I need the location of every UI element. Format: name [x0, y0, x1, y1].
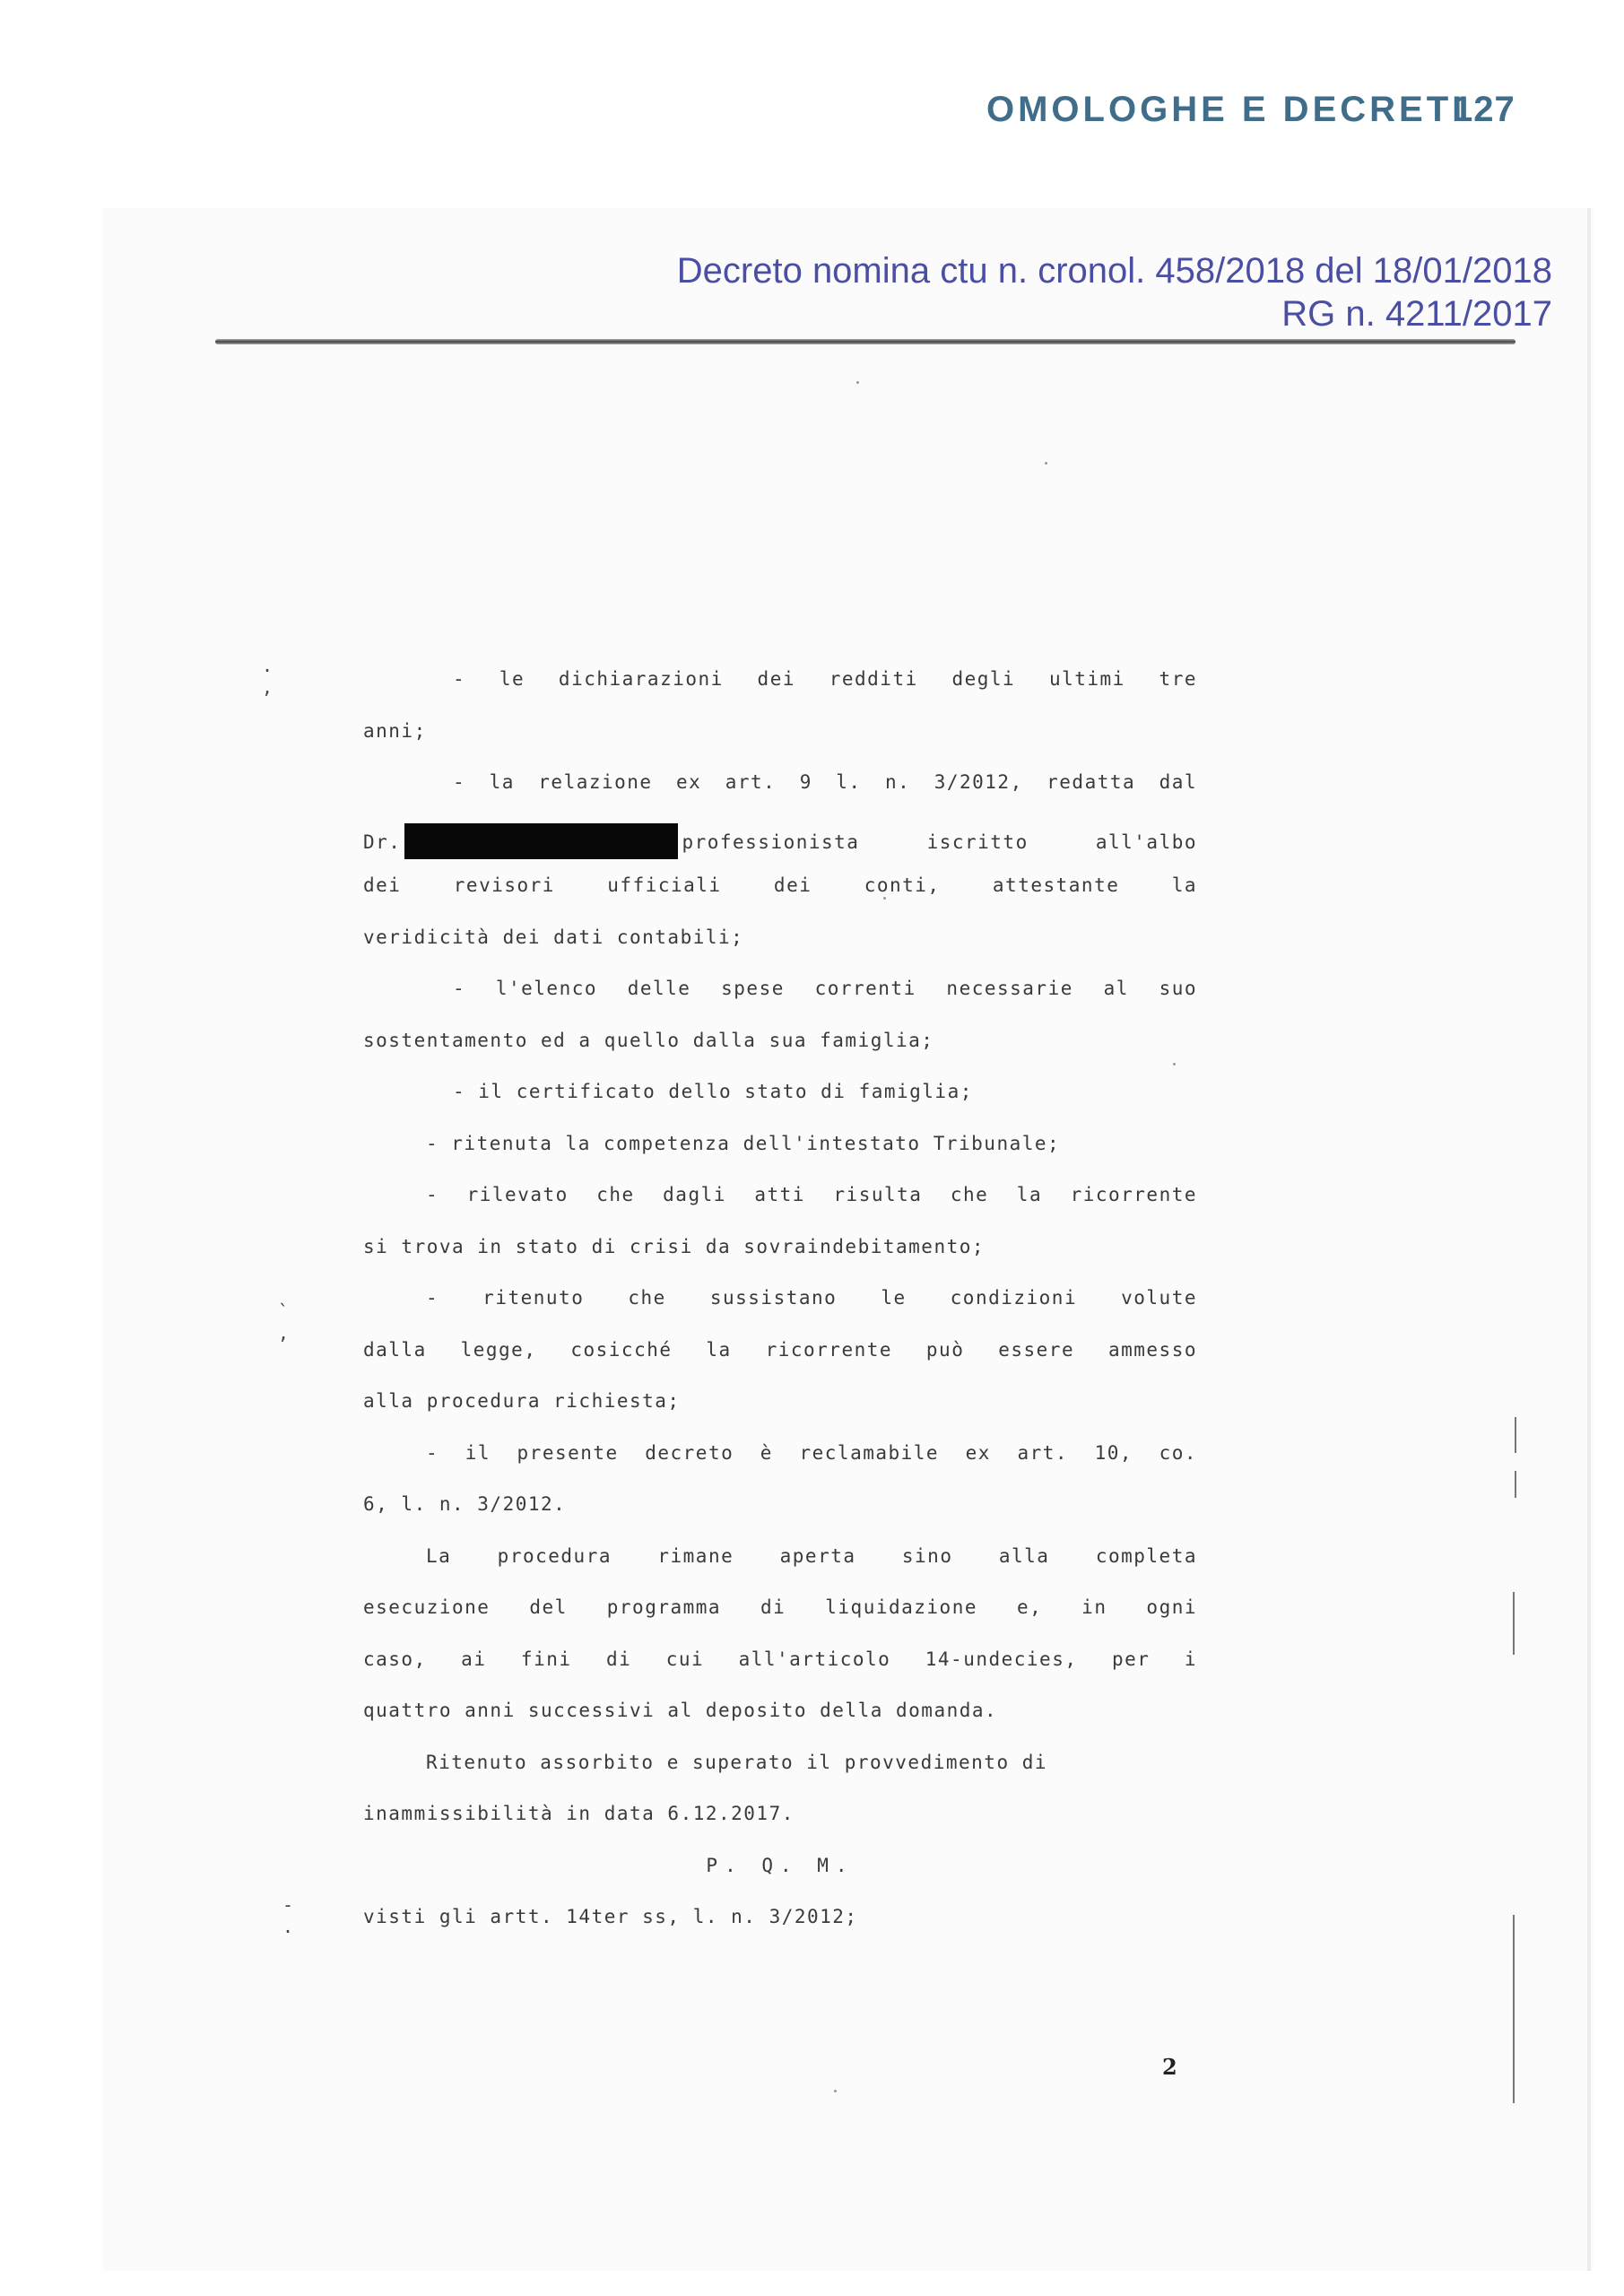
- doc-line: anni;: [363, 719, 427, 742]
- scan-artifact: [1513, 1592, 1515, 1655]
- doc-line: si trova in stato di crisi da sovraindebitamento;: [363, 1235, 986, 1257]
- document-page-number: 2: [1162, 2054, 1177, 2080]
- doc-line: caso, ai fini di cui all'articolo 14-undecies, per i: [363, 1648, 1197, 1670]
- doc-line: 6, l. n. 3/2012.: [363, 1493, 567, 1515]
- doc-line: inammissibilità in data 6.12.2017.: [363, 1803, 795, 1824]
- scan-speck: [834, 2090, 837, 2092]
- stamp-underline: [215, 339, 1515, 344]
- book-page-number: 127: [1453, 90, 1515, 129]
- scan-speck: [1173, 1063, 1176, 1065]
- scan-edge: [1587, 208, 1591, 2271]
- doc-line: - rilevato che dagli atti risulta che la ricorrente: [426, 1184, 1197, 1205]
- doc-line: - l'elenco delle spese correnti necessarie al suo: [453, 978, 1197, 999]
- scan-artifact: [1513, 1915, 1515, 2103]
- scan-speck: [883, 897, 886, 900]
- doc-line: - le dichiarazioni dei redditi degli ultimi tre: [453, 668, 1197, 690]
- stamp-line-1: Decreto nomina ctu n. cronol. 458/2018 del 18/01/2018: [676, 251, 1552, 291]
- scan-speck: [1045, 462, 1047, 465]
- running-header: [986, 90, 1524, 144]
- doc-line: - ritenuto che sussistano le condizioni volute: [426, 1287, 1197, 1309]
- redacted-name: [404, 823, 678, 859]
- doc-line: dei revisori ufficiali dei conti, attestante la: [363, 874, 1197, 896]
- doc-line: - il certificato dello stato di famiglia;: [453, 1081, 973, 1102]
- doc-line: dalla legge, cosicché la ricorrente può essere ammesso: [363, 1338, 1197, 1361]
- scan-artifact: [1515, 1471, 1516, 1498]
- document-body: [363, 668, 1197, 1958]
- margin-mark: . ,: [262, 655, 274, 698]
- doc-line: alla procedura richiesta;: [363, 1390, 681, 1412]
- stamp-line-2: RG n. 4211/2017: [1281, 294, 1552, 334]
- doc-line: sostentamento ed a quello dalla sua famiglia;: [363, 1029, 934, 1051]
- doc-line: Ritenuto assorbito e superato il provvedimento di: [426, 1751, 1048, 1773]
- dr-prefix: Dr.: [363, 831, 402, 853]
- margin-mark: ` ,: [278, 1300, 290, 1344]
- doc-line: [363, 823, 1197, 875]
- doc-line: veridicità dei dati contabili;: [363, 926, 744, 948]
- doc-line: visti gli artt. 14ter ss, l. n. 3/2012;: [363, 1906, 858, 1927]
- doc-line: quattro anni successivi al deposito della domanda.: [363, 1700, 998, 1721]
- doc-line: - il presente decreto è reclamabile ex art. 10, co.: [426, 1441, 1197, 1464]
- doc-line: - ritenuta la competenza dell'intestato Tribunale;: [426, 1132, 1061, 1154]
- margin-mark: - .: [282, 1894, 294, 1937]
- scan-artifact: [1515, 1417, 1516, 1453]
- court-stamp: [566, 249, 1552, 335]
- scan-speck: [856, 381, 859, 384]
- section-title: OMOLOGHE E DECRETI: [986, 90, 1466, 129]
- doc-line-text: professionista iscritto all'albo: [682, 831, 1197, 853]
- doc-line: esecuzione del programma di liquidazione e, in ogni: [363, 1596, 1197, 1618]
- pqm-heading: P. Q. M.: [706, 1854, 855, 1876]
- doc-line: La procedura rimane aperta sino alla completa: [426, 1544, 1197, 1567]
- doc-line: - la relazione ex art. 9 l. n. 3/2012, redatta dal: [453, 771, 1197, 793]
